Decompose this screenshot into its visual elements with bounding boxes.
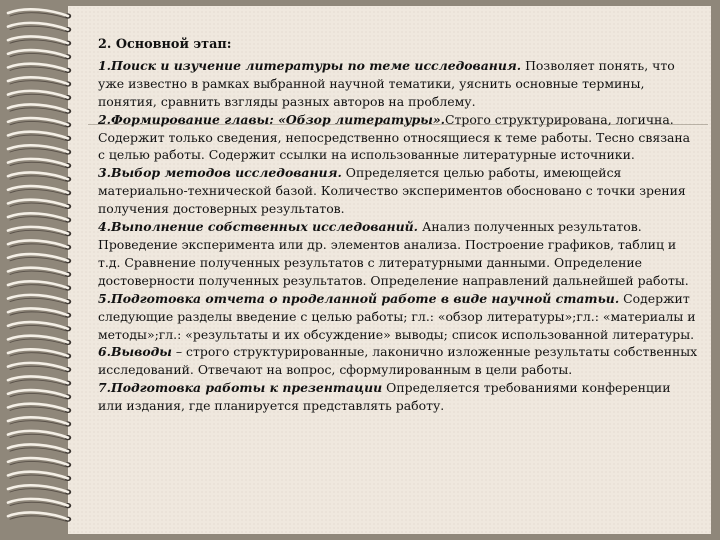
step-text-7: Определяется требованиями конференции или издания, где планируется представлять работу. [98, 380, 671, 414]
step-text-5: Содержит следующие разделы введение с целью работы; гл.: «обзор литературы»;гл.: «материалы и методы»;гл.: «результаты и их обсуждение» выводы; список использованной литературы. [98, 290, 696, 342]
step-title-5: 5.Подготовка отчета о проделанной работе в виде научной статьи. [98, 290, 620, 306]
step-text-1: Позволяет понять, что уже известно в рамках выбранной научной тематики, уяснить основные термины, понятия, сравнить взгляды разных авторов на проблему. [98, 57, 675, 109]
step-item-5 [98, 290, 698, 344]
step-item-3 [98, 164, 698, 218]
section-heading: 2. Основной этап: [98, 37, 232, 52]
step-text-4: Анализ полученных результатов. Проведение эксперимента или др. элементов анализа. Построение графиков, таблиц и т.д. Сравнение полученных результатов с литературными данными. Определение достоверности полученных результатов. Определение направлений дальнейшей работы. [98, 219, 689, 288]
step-text-3: Определяется целью работы, имеющейся материально-технической базой. Количество экспериментов обосновано с точки зрения получения достоверных результатов. [98, 165, 686, 217]
step-text-6: – строго структурированные, лаконично изложенные результаты собственных исследований. Отвечают на вопрос, сформулированным в цели работы. [98, 344, 698, 378]
step-text-2: Строго структурирована, логична. Содержит только сведения, непосредственно относящиеся к теме работы. Тесно связана с целью работы. Содержит ссылки на использованные литературные источники. [98, 111, 691, 163]
slide-text [98, 36, 698, 415]
step-title-2: 2.Формирование главы: «Обзор литературы». [98, 111, 445, 127]
step-title-1: 1.Поиск и изучение литературы по теме исследования. [98, 57, 522, 73]
step-title-7: 7.Подготовка работы к презентации [98, 380, 383, 396]
step-item-7 [98, 379, 698, 415]
step-title-4: 4.Выполнение собственных исследований. [98, 219, 418, 235]
step-item-6 [98, 343, 698, 379]
step-item-1 [98, 57, 698, 111]
step-title-3: 3.Выбор методов исследования. [98, 165, 342, 181]
step-item-2 [98, 111, 698, 165]
step-item-4 [98, 218, 698, 290]
spiral-binding-icon [0, 0, 80, 540]
step-title-6: 6.Выводы [98, 344, 172, 360]
